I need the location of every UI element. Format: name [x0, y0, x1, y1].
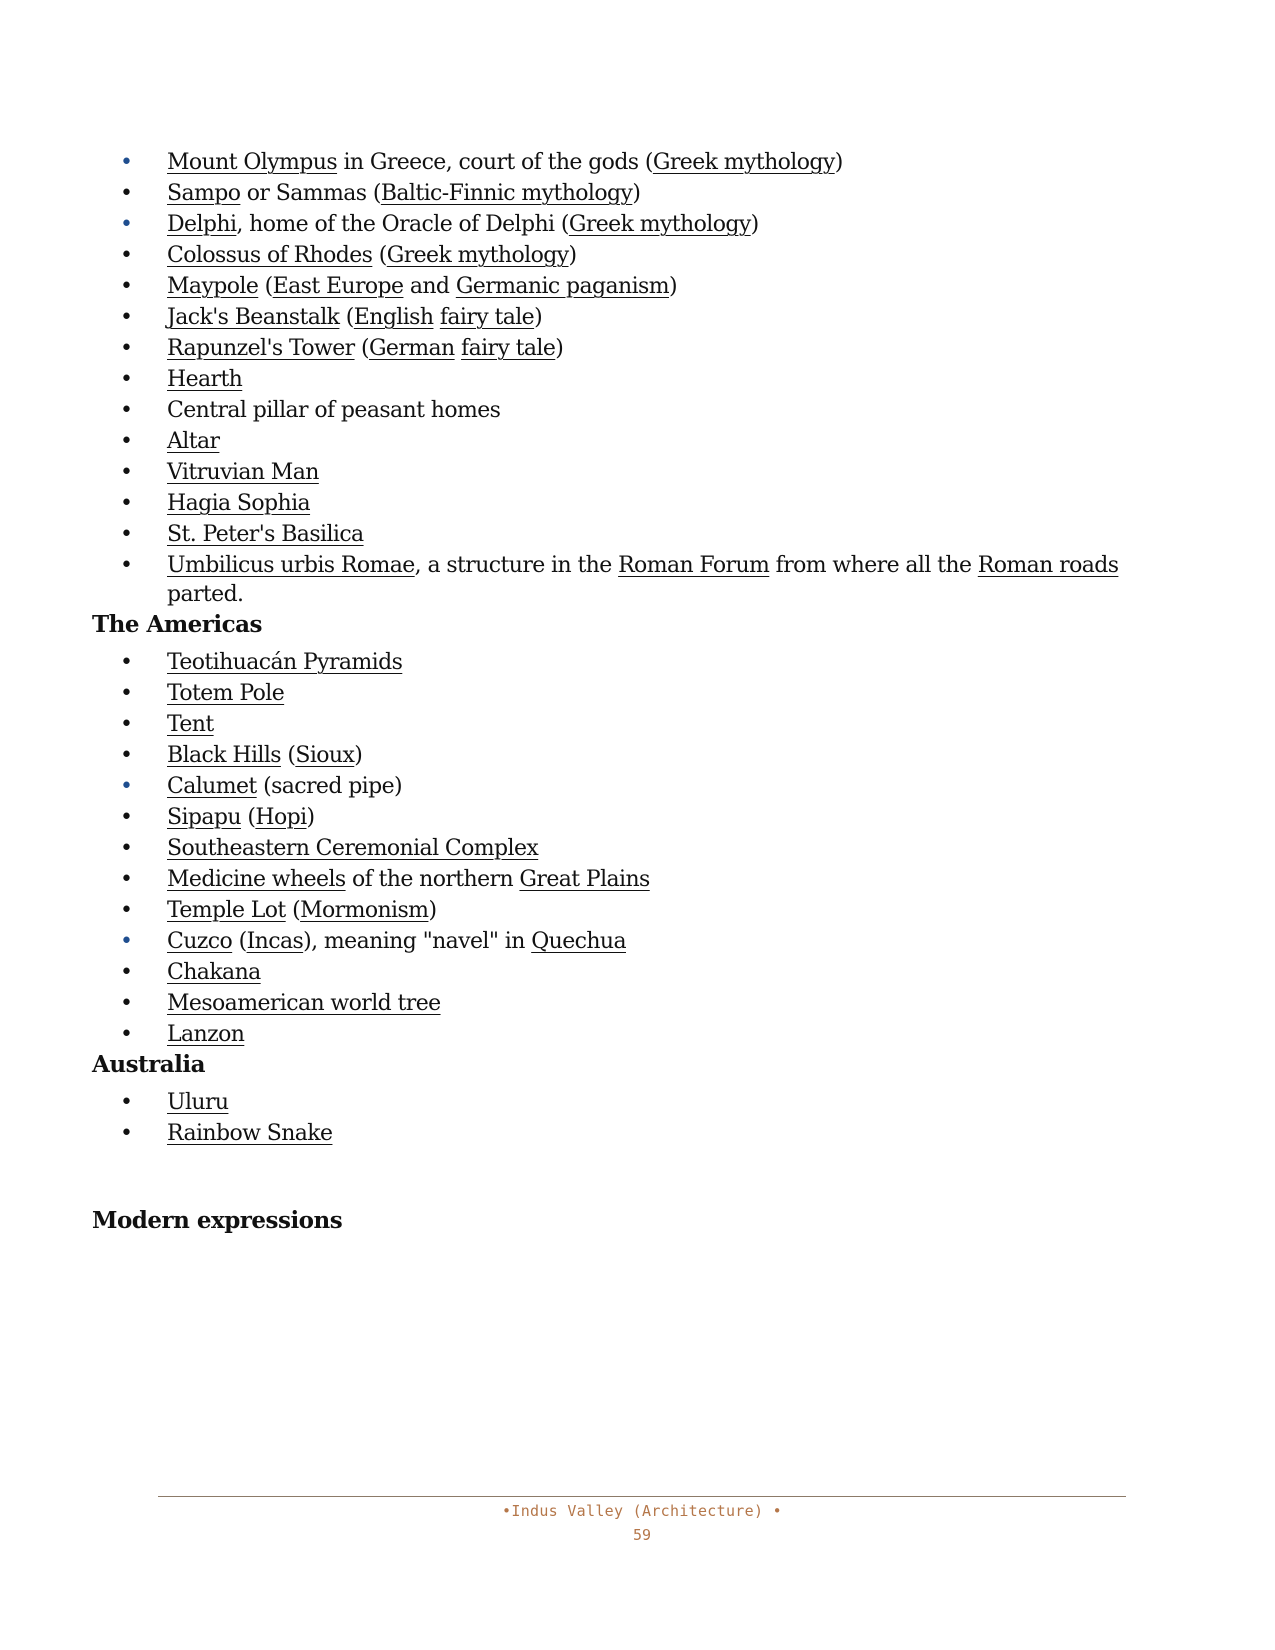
link[interactable]: Greek mythology [652, 150, 835, 175]
bullet-icon: • [120, 960, 133, 985]
item-text: ) [668, 274, 677, 299]
link[interactable]: Teotihuacán Pyramids [167, 650, 403, 675]
bullet-icon: • [120, 553, 133, 578]
list-item [92, 772, 1182, 801]
item-text: ) [354, 743, 363, 768]
bullet-icon: • [120, 681, 133, 706]
list-item [92, 741, 1182, 770]
bullet-icon: • [120, 774, 133, 799]
bullet-icon: • [120, 398, 133, 423]
bullet-icon: • [120, 274, 133, 299]
link[interactable]: St. Peter's Basilica [167, 522, 364, 547]
bullet-icon: • [120, 991, 133, 1016]
item-text: ) [632, 181, 641, 206]
link[interactable]: East Europe [272, 274, 404, 299]
item-text: ) [834, 150, 843, 175]
item-text: of the northern [345, 867, 520, 892]
item-text: ( [258, 274, 273, 299]
list-item [92, 1119, 1182, 1148]
link[interactable]: Quechua [531, 929, 626, 954]
list-item [92, 241, 1182, 270]
bullet-icon: • [120, 836, 133, 861]
link[interactable]: Germanic paganism [455, 274, 669, 299]
list-item [92, 551, 1182, 609]
list-item [92, 396, 1182, 425]
item-text: (sacred pipe) [256, 774, 403, 799]
footer-title: •Indus Valley (Architecture) • [502, 1502, 782, 1520]
link[interactable]: Great Plains [519, 867, 650, 892]
link[interactable]: fairy tale [439, 305, 535, 330]
bullet-icon: • [120, 1090, 133, 1115]
link[interactable]: Medicine wheels [167, 867, 346, 892]
link[interactable]: Southeastern Ceremonial Complex [167, 836, 539, 861]
item-text: ( [372, 243, 387, 268]
list-item [92, 679, 1182, 708]
list-item [92, 365, 1182, 394]
link[interactable]: Vitruvian Man [167, 460, 319, 485]
list-item [92, 1020, 1182, 1049]
link[interactable]: Roman roads [977, 553, 1119, 578]
item-text: or Sammas ( [240, 181, 381, 206]
page-number: 59 [632, 1526, 652, 1544]
link[interactable]: Sampo [167, 181, 241, 206]
bullet-icon: • [120, 867, 133, 892]
list-item [92, 865, 1182, 894]
item-text: ( [240, 805, 256, 830]
link[interactable]: Sioux [295, 743, 355, 768]
item-text: ) [428, 898, 437, 923]
link[interactable]: Incas [246, 929, 304, 954]
link[interactable]: Sipapu [167, 805, 241, 830]
item-text: ( [354, 336, 369, 361]
list-item [92, 1088, 1182, 1117]
list-australia [92, 1088, 1182, 1148]
link[interactable]: Temple Lot [167, 898, 286, 923]
link[interactable]: Chakana [167, 960, 261, 985]
bullet-icon: • [120, 805, 133, 830]
item-text: ), meaning "navel" in [303, 929, 532, 954]
bullet-icon: • [120, 929, 133, 954]
bullet-icon: • [120, 898, 133, 923]
item-text: ( [339, 305, 354, 330]
link[interactable]: Black Hills [167, 743, 281, 768]
link[interactable]: Mormonism [300, 898, 429, 923]
footer-divider [158, 1496, 1126, 1497]
page-content [92, 148, 1182, 1236]
link[interactable]: Baltic-Finnic mythology [380, 181, 633, 206]
link[interactable]: Mesoamerican world tree [167, 991, 441, 1016]
bullet-icon: • [120, 243, 133, 268]
list-item [92, 179, 1182, 208]
heading-the-americas: The Americas [92, 611, 263, 638]
link[interactable]: English [353, 305, 434, 330]
link[interactable]: Jack's Beanstalk [167, 305, 340, 330]
link[interactable]: Roman Forum [618, 553, 770, 578]
item-text: ) [568, 243, 577, 268]
link[interactable]: Altar [167, 429, 220, 454]
list-item [92, 210, 1182, 239]
link[interactable]: Calumet [167, 774, 257, 799]
item-text: and [403, 274, 456, 299]
bullet-icon: • [120, 150, 133, 175]
bullet-icon: • [120, 712, 133, 737]
link[interactable]: Rainbow Snake [167, 1121, 333, 1146]
item-text: parted. [167, 582, 244, 607]
bullet-icon: • [120, 460, 133, 485]
link[interactable]: German [368, 336, 455, 361]
link[interactable]: fairy tale [461, 336, 556, 361]
link[interactable]: Mount Olympus [167, 150, 338, 175]
link[interactable]: Totem Pole [167, 681, 285, 706]
list-item [92, 834, 1182, 863]
list-item [92, 334, 1182, 363]
list-item [92, 489, 1182, 518]
bullet-icon: • [120, 336, 133, 361]
list-item [92, 710, 1182, 739]
link[interactable]: Maypole [167, 274, 259, 299]
list-item [92, 896, 1182, 925]
list-item [92, 303, 1182, 332]
link[interactable]: Tent [167, 712, 214, 737]
link[interactable]: Hagia Sophia [167, 491, 311, 516]
item-text: , home of the Oracle of Delphi ( [236, 212, 569, 237]
item-text: from where all the [769, 553, 978, 578]
bullet-icon: • [120, 181, 133, 206]
list-item [92, 148, 1182, 177]
bullet-icon: • [120, 1121, 133, 1146]
list-item [92, 458, 1182, 487]
list-item [92, 989, 1182, 1018]
bullet-icon: • [120, 1022, 133, 1047]
item-text: Central pillar of peasant homes [167, 398, 501, 423]
list-item [92, 927, 1182, 956]
heading-modern-expressions: Modern expressions [92, 1207, 343, 1234]
list-sacred-sites-europe [92, 148, 1182, 609]
list-the-americas [92, 648, 1182, 1049]
link[interactable]: Hopi [255, 805, 307, 830]
link[interactable]: Greek mythology [568, 212, 751, 237]
bullet-icon: • [120, 491, 133, 516]
list-item [92, 272, 1182, 301]
list-item [92, 427, 1182, 456]
link[interactable]: Delphi [167, 212, 237, 237]
item-text: ) [534, 305, 543, 330]
list-item [92, 958, 1182, 987]
link[interactable]: Hearth [167, 367, 243, 392]
bullet-icon: • [120, 305, 133, 330]
link[interactable]: Lanzon [167, 1022, 245, 1047]
list-item [92, 803, 1182, 832]
item-text: ) [555, 336, 564, 361]
bullet-icon: • [120, 743, 133, 768]
list-item [92, 520, 1182, 549]
link[interactable]: Rapunzel's Tower [167, 336, 355, 361]
list-item [92, 648, 1182, 677]
item-text: ( [232, 929, 247, 954]
bullet-icon: • [120, 429, 133, 454]
link[interactable]: Greek mythology [386, 243, 569, 268]
item-text: ) [306, 805, 315, 830]
link[interactable]: Cuzco [167, 929, 233, 954]
heading-australia: Australia [92, 1051, 206, 1078]
item-text: , a structure in the [414, 553, 619, 578]
bullet-icon: • [120, 367, 133, 392]
link[interactable]: Umbilicus urbis Romae [167, 553, 415, 578]
link[interactable]: Uluru [167, 1090, 229, 1115]
item-text: in Greece, court of the gods ( [337, 150, 653, 175]
bullet-icon: • [120, 650, 133, 675]
item-text: ( [285, 898, 301, 923]
bullet-icon: • [120, 212, 133, 237]
link[interactable]: Colossus of Rhodes [167, 243, 373, 268]
bullet-icon: • [120, 522, 133, 547]
item-text: ( [280, 743, 296, 768]
item-text: ) [750, 212, 759, 237]
